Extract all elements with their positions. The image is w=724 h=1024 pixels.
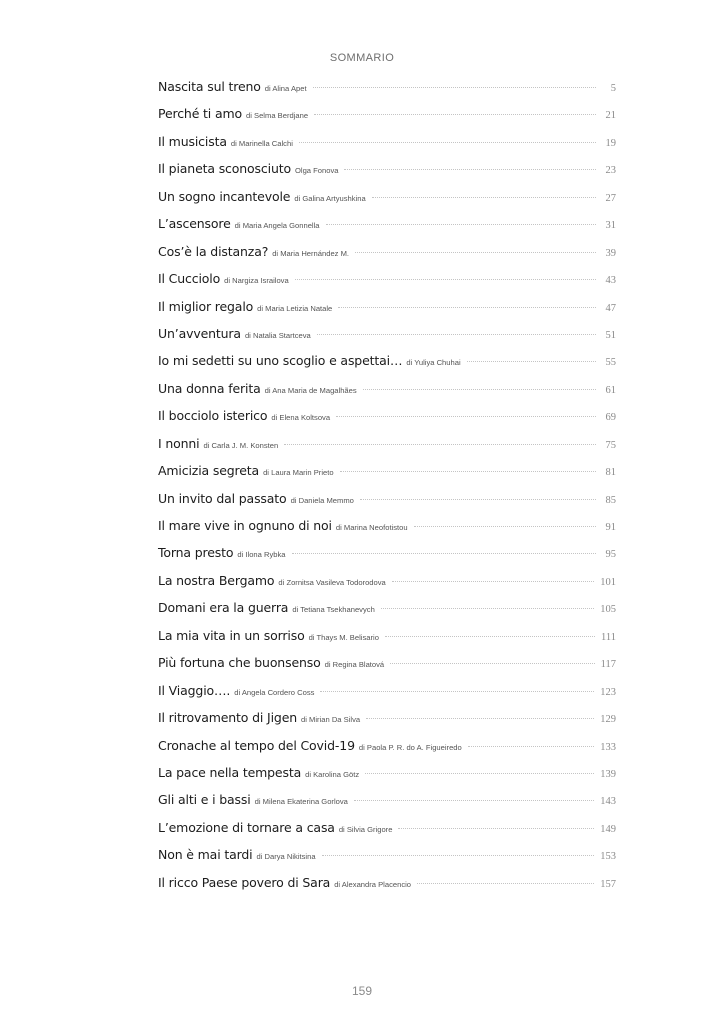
entry-author: di Darya Nikitsina: [256, 852, 316, 862]
entry-title: L’ascensore: [158, 216, 231, 232]
entry-author: Olga Fonova: [294, 166, 339, 176]
entry-page-number: 5: [610, 83, 616, 94]
toc-entry: [158, 704, 616, 731]
dot-leader: [467, 361, 596, 362]
entry-author: di Elena Koltsova: [271, 413, 331, 423]
entry-author: di Maria Angela Gonnella: [234, 221, 320, 231]
dot-leader: [284, 444, 596, 445]
entry-author: di Alexandra Placencio: [334, 879, 412, 889]
entry-page-number: 111: [601, 631, 616, 643]
entry-author: di Selma Berdjane: [246, 111, 309, 121]
entry-title: Il mare vive in ognuno di noi: [158, 518, 332, 533]
entry-title: Il musicista: [158, 133, 227, 149]
toc-entry: [158, 73, 616, 100]
dot-leader: [468, 746, 594, 747]
toc-entry: [158, 759, 616, 786]
dot-leader: [338, 307, 596, 308]
entry-title: Amicizia segreta: [158, 463, 260, 479]
entry-page-number: 123: [600, 686, 616, 698]
dot-leader: [320, 691, 594, 692]
entry-page-number: 129: [600, 714, 616, 726]
entry-author: di Nargiza Israilova: [224, 276, 289, 286]
entry-author: di Carla J. M. Konsten: [203, 440, 279, 450]
toc-entry: [158, 485, 616, 512]
entry-title: La mia vita in un sorriso: [158, 627, 305, 643]
entry-title: Più fortuna che buonsenso: [158, 655, 321, 671]
toc-entry: [158, 786, 616, 813]
entry-title: Il miglior regalo: [158, 298, 254, 314]
entry-author: di Marina Neofotistou: [335, 523, 408, 532]
dot-leader: [322, 855, 595, 856]
entry-page-number: 153: [600, 851, 616, 863]
entry-page-number: 139: [600, 768, 616, 780]
dot-leader: [355, 252, 596, 253]
entry-page-number: 31: [605, 220, 616, 232]
page-title: SOMMARIO: [329, 52, 395, 64]
entry-page-number: 75: [605, 439, 616, 451]
dot-leader: [366, 718, 594, 719]
toc-entry: [158, 320, 616, 347]
entry-page-number: 101: [600, 576, 616, 588]
page-number: 159: [351, 984, 373, 998]
toc-entry: [158, 567, 616, 594]
entry-author: di Angela Cordero Coss: [234, 687, 315, 697]
dot-leader: [314, 114, 596, 115]
entry-page-number: 117: [600, 659, 616, 671]
entry-author: di Alina Apet: [264, 84, 307, 93]
entry-page-number: 91: [605, 522, 616, 533]
entry-page-number: 55: [605, 357, 616, 369]
entry-title: La nostra Bergamo: [158, 572, 275, 588]
entry-page-number: 23: [605, 165, 616, 177]
entry-author: di Karolina Götz: [305, 769, 360, 779]
entry-title: Domani era la guerra: [158, 600, 289, 616]
dot-leader: [398, 828, 594, 829]
toc-entry: [158, 293, 616, 320]
entry-title: Gli alti e i bassi: [158, 792, 251, 808]
entry-author: di Laura Marin Prieto: [263, 468, 334, 478]
entry-title: Nascita sul treno: [158, 79, 261, 94]
toc-entry: [158, 539, 616, 566]
entry-author: di Paola P. R. do A. Figueiredo: [358, 742, 462, 752]
entry-page-number: 133: [600, 741, 616, 753]
entry-page-number: 61: [605, 384, 616, 396]
dot-leader: [354, 800, 594, 801]
table-of-contents: [158, 73, 616, 896]
toc-entry: [158, 512, 616, 539]
toc-entry: [158, 155, 616, 182]
toc-entry: [158, 430, 616, 457]
entry-author: di Silvia Grigore: [338, 824, 393, 834]
toc-entry: [158, 128, 616, 155]
entry-page-number: 47: [605, 302, 616, 314]
toc-entry: [158, 265, 616, 292]
entry-page-number: 69: [605, 412, 616, 424]
entry-author: di Natalia Startceva: [244, 330, 311, 340]
entry-author: di Ana Maria de Magalhães: [264, 385, 357, 395]
entry-title: I nonni: [158, 435, 200, 451]
entry-author: di Zornitsa Vasileva Todorodova: [278, 577, 386, 587]
entry-title: Un sogno incantevole: [158, 188, 291, 204]
toc-entry: [158, 677, 616, 704]
entry-page-number: 157: [600, 878, 616, 890]
entry-author: di Daniela Memmo: [290, 495, 354, 505]
entry-title: Il bocciolo isterico: [158, 408, 268, 424]
entry-author: di Tetiana Tsekhanevych: [292, 605, 375, 615]
entry-title: L’emozione di tornare a casa: [158, 819, 335, 835]
entry-title: Un’avventura: [158, 325, 241, 341]
entry-title: Io mi sedetti su uno scoglio e aspettai…: [158, 353, 403, 369]
dot-leader: [336, 416, 596, 417]
dot-leader: [385, 636, 595, 637]
entry-title: Cronache al tempo del Covid-19: [158, 737, 355, 753]
toc-entry: [158, 841, 616, 868]
dot-leader: [340, 471, 596, 472]
dot-leader: [363, 389, 596, 390]
entry-author: di Marinella Calchi: [230, 138, 293, 148]
dot-leader: [365, 773, 594, 774]
entry-title: Non è mai tardi: [158, 847, 253, 863]
entry-author: di Thays M. Belisario: [308, 632, 379, 642]
toc-entry: [158, 347, 616, 374]
entry-title: Torna presto: [158, 545, 234, 561]
entry-page-number: 43: [605, 275, 616, 287]
toc-entry: [158, 457, 616, 484]
entry-author: di Mirian Da Silva: [301, 715, 361, 725]
entry-author: di Regina Blatová: [324, 660, 385, 670]
entry-title: La pace nella tempesta: [158, 764, 302, 780]
entry-author: di Ilona Rybka: [237, 550, 286, 560]
entry-page-number: 21: [605, 110, 616, 122]
entry-title: Il ricco Paese povero di Sara: [158, 874, 331, 890]
entry-title: Una donna ferita: [158, 380, 261, 396]
entry-page-number: 149: [600, 823, 616, 835]
entry-title: Il ritrovamento di Jigen: [158, 710, 298, 726]
entry-page-number: 105: [600, 604, 616, 616]
toc-entry: [158, 732, 616, 759]
entry-author: di Maria Letizia Natale: [257, 303, 333, 313]
entry-title: Perché ti amo: [158, 106, 242, 122]
entry-page-number: 95: [605, 549, 616, 561]
entry-author: di Galina Artyushkina: [294, 193, 366, 203]
dot-leader: [392, 581, 594, 582]
toc-entry: [158, 375, 616, 402]
entry-page-number: 81: [605, 467, 616, 479]
toc-entry: [158, 814, 616, 841]
entry-title: Il Viaggio….: [158, 682, 231, 698]
toc-entry: [158, 100, 616, 127]
toc-entry: [158, 869, 616, 896]
entry-author: di Yuliya Chuhai: [406, 358, 461, 368]
toc-entry: [158, 402, 616, 429]
toc-entry: [158, 649, 616, 676]
entry-title: Cos’è la distanza?: [158, 243, 269, 259]
entry-page-number: 39: [605, 247, 616, 259]
dot-leader: [326, 224, 596, 225]
entry-title: Il Cucciolo: [158, 271, 221, 287]
dot-leader: [292, 553, 596, 554]
dot-leader: [313, 87, 596, 88]
dot-leader: [414, 526, 596, 527]
dot-leader: [299, 142, 596, 143]
entry-page-number: 19: [605, 137, 616, 149]
entry-page-number: 27: [605, 192, 616, 204]
dot-leader: [317, 334, 596, 335]
toc-entry: [158, 622, 616, 649]
dot-leader: [295, 279, 596, 280]
entry-title: Il pianeta sconosciuto: [158, 161, 291, 177]
toc-entry: [158, 238, 616, 265]
dot-leader: [344, 169, 596, 170]
toc-entry: [158, 210, 616, 237]
entry-page-number: 143: [600, 796, 616, 808]
toc-entry: [158, 594, 616, 621]
dot-leader: [417, 883, 594, 884]
entry-author: di Milena Ekaterina Gorlova: [254, 797, 348, 807]
entry-page-number: 51: [605, 329, 616, 341]
dot-leader: [390, 663, 594, 664]
toc-entry: [158, 183, 616, 210]
entry-page-number: 85: [605, 494, 616, 506]
entry-author: di Maria Hernández M.: [272, 248, 350, 258]
dot-leader: [360, 499, 596, 500]
entry-title: Un invito dal passato: [158, 490, 287, 506]
dot-leader: [381, 608, 594, 609]
dot-leader: [372, 197, 596, 198]
